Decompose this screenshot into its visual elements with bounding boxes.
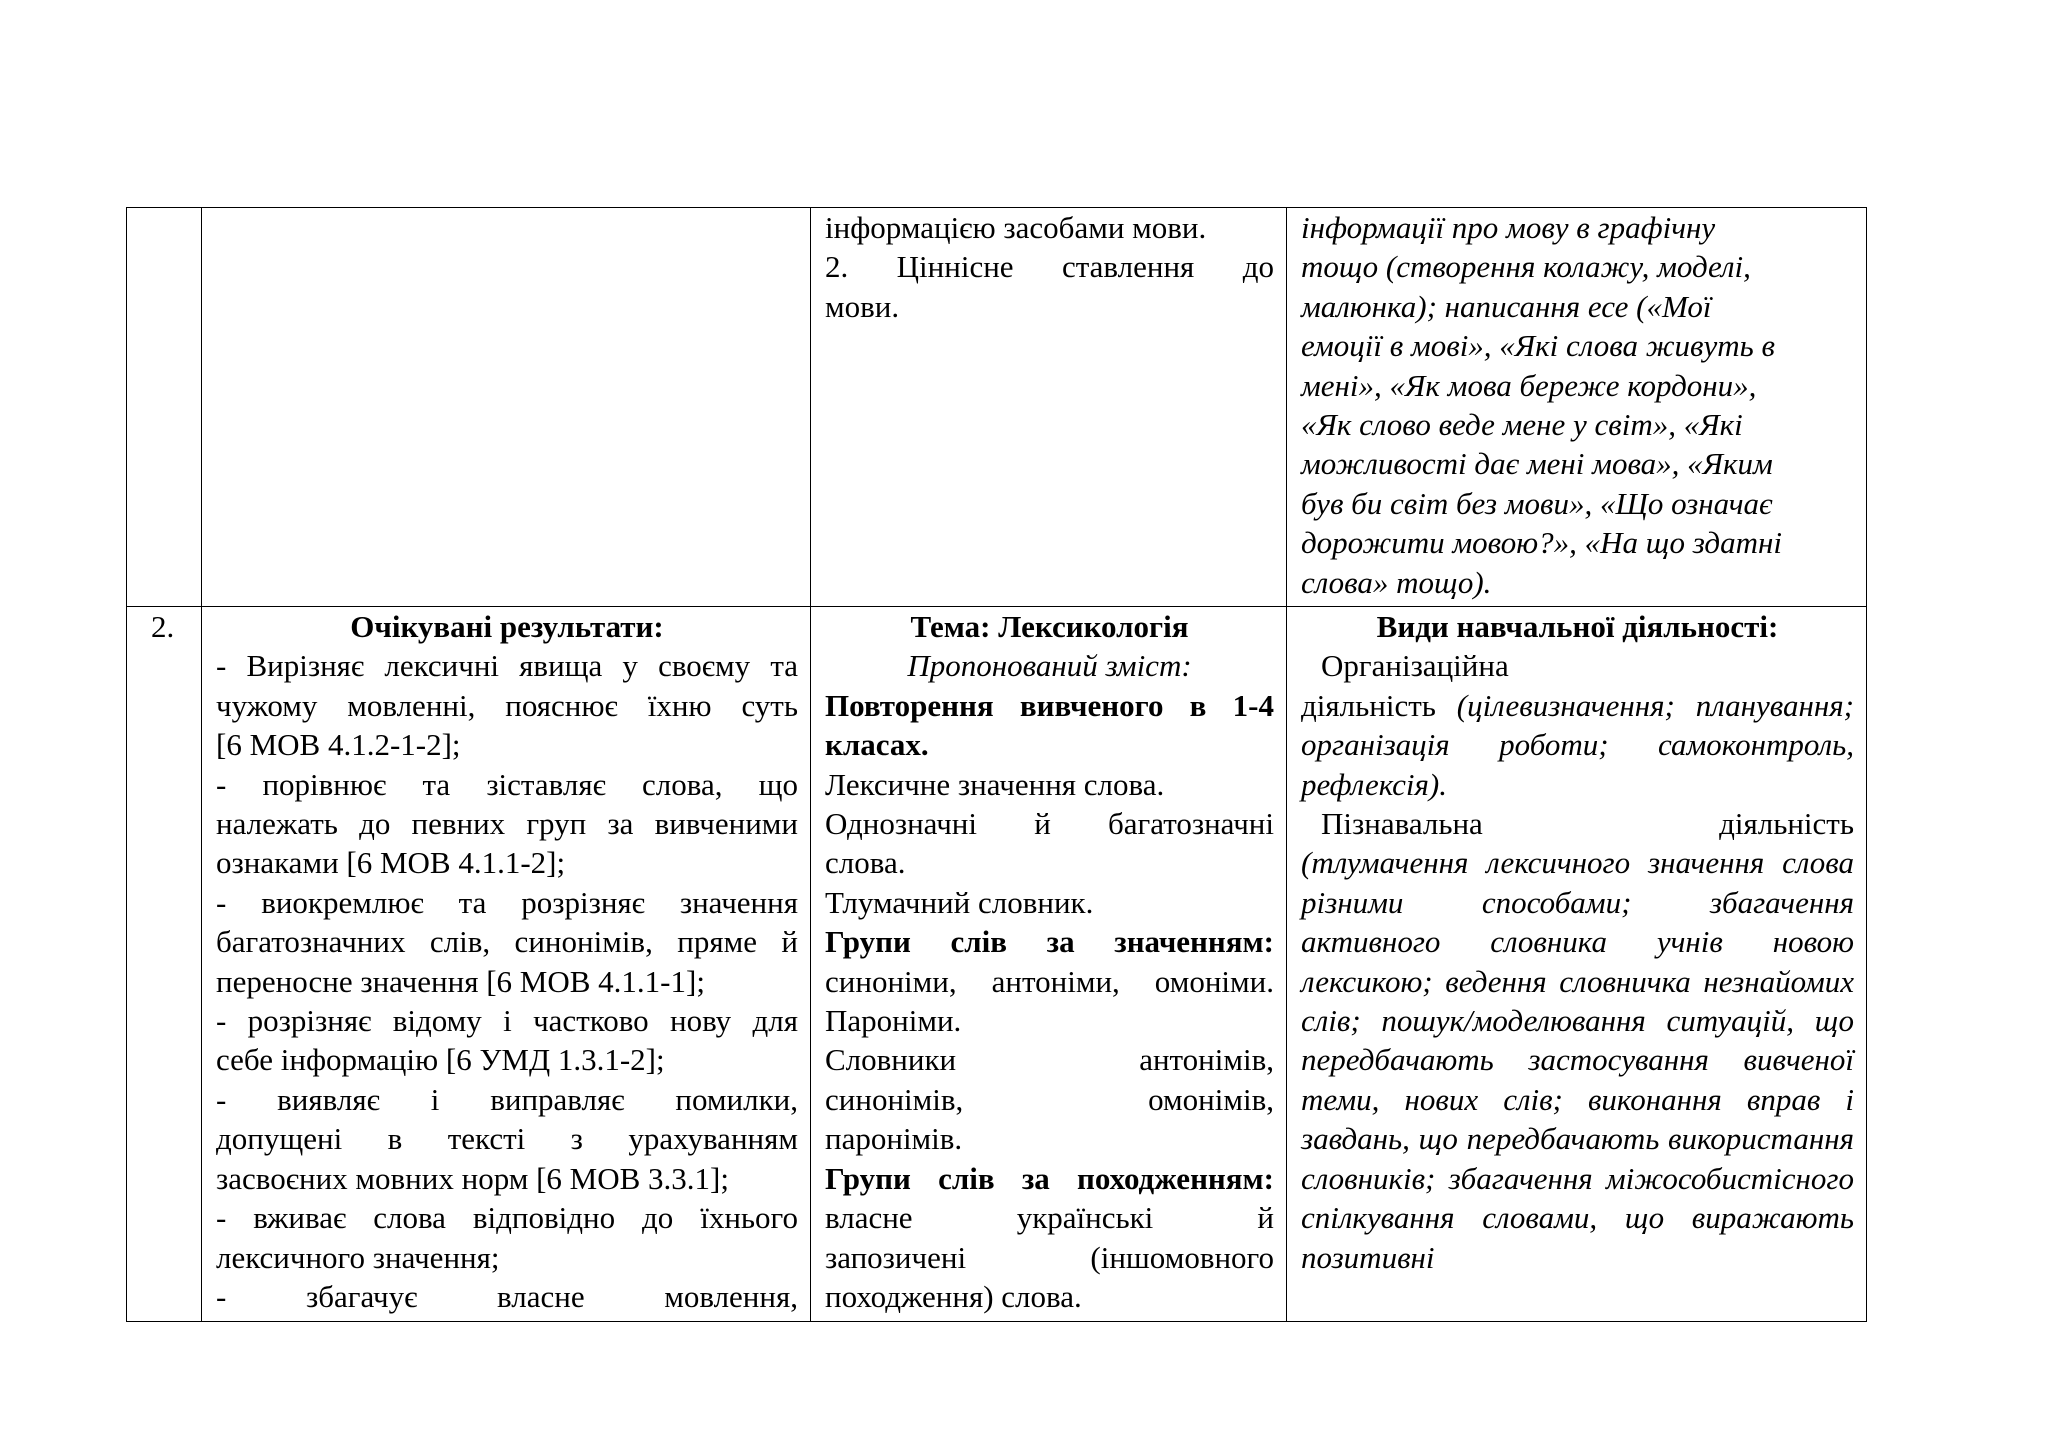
- content-line: синонімів, омонімів,: [825, 1081, 1274, 1117]
- result-line: - розрізняє відому і частково нову для: [216, 1003, 798, 1039]
- activity-line: мені», «Як мова береже кордони»,: [1301, 367, 1757, 403]
- result-line: - Вирізняє лексичні явища у своєму та: [216, 648, 798, 684]
- activities-cell: [1287, 607, 1867, 1322]
- topic-heading: Тема: Лексикологія: [910, 609, 1189, 644]
- content-line: інформацією засобами мови.: [825, 210, 1207, 245]
- content-line: Словники антонімів,: [825, 1042, 1274, 1078]
- result-line: переносне значення [6 МОВ 4.1.1-1];: [216, 963, 705, 999]
- content-line: паронімів.: [825, 1121, 963, 1157]
- result-line: - виявляє і виправляє помилки,: [216, 1081, 798, 1117]
- result-line: - збагачує власне мовлення,: [216, 1278, 798, 1314]
- activity-line: тощо (створення колажу, моделі,: [1301, 249, 1751, 285]
- content-cell: [811, 208, 1287, 607]
- result-line: себе інформацію [6 УМД 1.3.1-2];: [216, 1042, 665, 1078]
- result-line: належать до певних груп за вивченими: [216, 806, 798, 842]
- group-title: Групи слів за походженням:: [825, 1160, 1274, 1196]
- number-cell: [127, 607, 202, 1322]
- row-number: 2.: [151, 609, 175, 644]
- activities-heading: Види навчальної діяльності:: [1376, 609, 1779, 644]
- activity-line: «Як слово веде мене у світ», «Які: [1301, 407, 1743, 443]
- result-line: чужому мовленні, пояснює їхню суть: [216, 687, 798, 723]
- result-line: - виокремлює та розрізняє значення: [216, 884, 798, 920]
- curriculum-table: [126, 207, 1867, 1322]
- results-heading: Очікувані результати:: [350, 609, 664, 644]
- results-cell: [202, 208, 811, 607]
- content-line: синоніми, антоніми, омоніми.: [825, 963, 1274, 999]
- content-line: 2. Ціннісне ставлення до: [825, 249, 1274, 285]
- result-line: допущені в тексті з урахуванням: [216, 1121, 798, 1157]
- topic-subheading: Пропонований зміст:: [907, 648, 1192, 684]
- content-line: Лексичне значення слова.: [825, 766, 1165, 802]
- result-line: засвоєних мовних норм [6 МОВ 3.3.1];: [216, 1160, 729, 1196]
- cog-activity-text: (тлумачення лексичного значення слова різними способами; збагачення активного словника учнів новою лексикою; ведення словничка незнайомих слів; пошук/моделювання ситуацій, що передбачають застосування вивченої теми, нових слів; виконання вправ і завдань, що передбачають використання словників; збагачення міжособистісного спілкування словами, що виражають позитивні: [1301, 845, 1854, 1275]
- content-line: походження) слова.: [825, 1278, 1082, 1314]
- org-activity-label: Організаційна діяльність: [1301, 648, 1509, 723]
- org-activity-text: (цілевизначення; планування; організація роботи; самоконтроль, рефлексія).: [1301, 687, 1854, 802]
- content-line: Пароніми.: [825, 1003, 962, 1039]
- result-line: - вживає слова відповідно до їхнього: [216, 1200, 798, 1236]
- activity-line: дорожити мовою?», «На що здатні: [1301, 525, 1782, 561]
- cog-activity-label: Пізнавальна діяльність: [1321, 806, 1854, 842]
- result-line: багатозначних слів, синонімів, пряме й: [216, 924, 798, 960]
- activity-line: малюнка); написання есе («Мої: [1301, 288, 1712, 324]
- activity-line: можливості дає мені мова», «Яким: [1301, 446, 1773, 482]
- content-line: слова.: [825, 845, 906, 881]
- org-activity: [1301, 646, 1854, 804]
- group-title: Групи слів за значенням:: [825, 924, 1274, 960]
- activities-cell: [1287, 208, 1867, 607]
- activity-line: інформації про мову в графічну: [1301, 210, 1716, 245]
- content-line: мови.: [825, 288, 900, 324]
- activity-line: емоції в мові», «Які слова живуть в: [1301, 328, 1775, 364]
- content-line: Тлумачний словник.: [825, 884, 1094, 920]
- result-line: ознаками [6 МОВ 4.1.1-2];: [216, 845, 566, 881]
- review-title: Повторення вивченого в 1-4 класах.: [825, 687, 1274, 763]
- activity-line: був би світ без мови», «Що означає: [1301, 485, 1773, 521]
- activity-line: слова» тощо).: [1301, 564, 1492, 600]
- table-row: [127, 607, 1867, 1322]
- cog-activity: [1301, 804, 1854, 1277]
- content-line: запозичені (іншомовного: [825, 1239, 1274, 1275]
- result-line: - порівнює та зіставляє слова, що: [216, 766, 798, 802]
- number-cell: [127, 208, 202, 607]
- results-cell: [202, 607, 811, 1322]
- result-line: лексичного значення;: [216, 1239, 500, 1275]
- result-line: [6 МОВ 4.1.2-1-2];: [216, 727, 461, 763]
- content-line: власне українські й: [825, 1200, 1274, 1236]
- content-cell: [811, 607, 1287, 1322]
- content-line: Однозначні й багатозначні: [825, 806, 1274, 842]
- table-row: [127, 208, 1867, 607]
